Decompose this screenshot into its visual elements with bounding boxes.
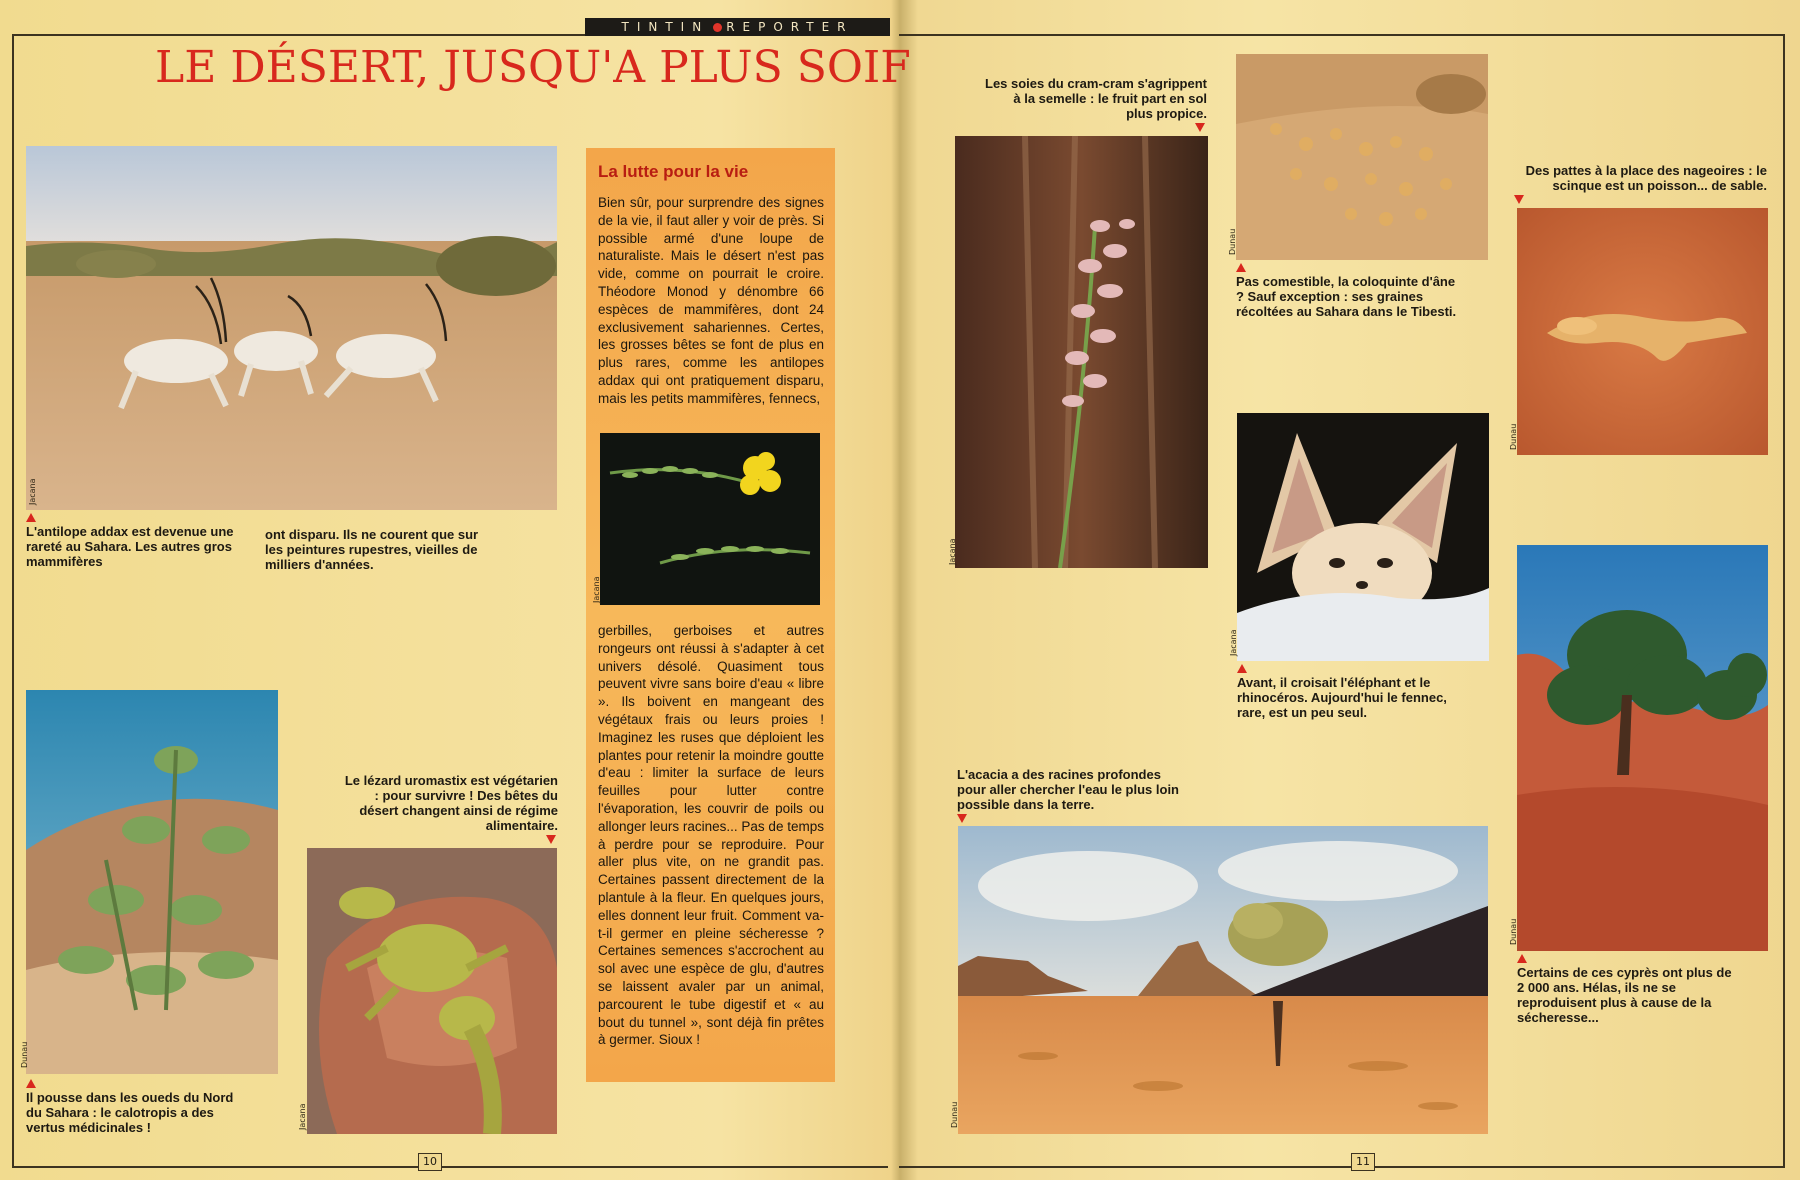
cypress-illustration	[1517, 545, 1768, 951]
page-number-left: 10	[418, 1153, 442, 1171]
lizard-illustration	[307, 848, 557, 1134]
photo-credit-coloquinte: Dunau	[1228, 228, 1237, 255]
caption-addax-part2: ont disparu. Ils ne courent que sur les peintures rupestres, vieilles de milliers d'années.	[265, 527, 479, 572]
sidebar-title: La lutte pour la vie	[598, 162, 749, 181]
scinque-illustration	[1517, 208, 1768, 455]
acacia-illustration	[958, 826, 1488, 1134]
photo-credit-cypress: Dunau	[1509, 918, 1518, 945]
sidebar-text-top: Bien sûr, pour surprendre des signes de la vie, il faut aller y voir de près. Si possible armé d'une loupe de naturaliste. Mais le désert n'est pas vide, comme on pourrait le croire. Théodore Monod y dénombre 66 espèces de mammifères, dont 24 exclusivement sahariennes. Certes, les grosses bêtes se font de plus en plus rares, comme les antilopes addax qui ont pratiquement disparu, mais les petits mammifères, fennecs,	[598, 195, 824, 406]
photo-scinque-sand-fish	[1517, 208, 1768, 455]
header-right-text: REPORTER	[726, 20, 854, 34]
calotropis-illustration	[26, 690, 278, 1074]
caption-addax-part1: L'antilope addax est devenue une rareté au Sahara. Les autres gros mammifères	[26, 513, 236, 569]
photo-calotropis-plant	[26, 690, 278, 1074]
triangle-pointer-icon	[1517, 954, 1527, 963]
triangle-pointer-icon	[26, 1079, 36, 1088]
photo-credit-calotropis: Dunau	[20, 1041, 29, 1068]
caption-calotropis: Il pousse dans les oueds du Nord du Sahara : le calotropis a des vertus médicinales !	[26, 1079, 246, 1135]
photo-acacia-landscape	[958, 826, 1488, 1134]
photo-credit-acacia: Dunau	[950, 1101, 959, 1128]
photo-credit-scinque: Dunau	[1509, 423, 1518, 450]
magazine-header	[585, 18, 890, 36]
caption-fennec: Avant, il croisait l'éléphant et le rhinocéros. Aujourd'hui le fennec, rare, est un peu seul.	[1237, 664, 1477, 720]
photo-fennec-fox	[1237, 413, 1489, 661]
sidebar-text-bottom: gerbilles, gerboises et autres rongeurs ont réussi à s'adapter à cet univers désolé. Quasiment tous peuvent vivre sans boire d'eau « libre ». Ils boivent en mangeant des végétaux frais ou leurs proies ! Imaginez les ruses que déploient les plantes pour retenir la moindre goutte d'eau : limiter la surface de leurs feuilles pour lutter contre l'évaporation, les couvrir de poils ou allonger leurs racines... Pas de temps à perdre pour se reproduire. Pour aller plus vite, on ne grandit pas. Certaines passent directement de la plantule à la fleur. En quelques jours, elles donnent leur fruit. Comment va-t-il germer en pleine sécheresse ? Certaines semences s'accrochent au sol avec une espèce de glu, d'autres se laissent avaler par un animal, parcourent le tube digestif et « au bout du tunnel », sont déjà fin prêtes à germer. Sioux !	[598, 623, 824, 1048]
page-title: LE DÉSERT, JUSQU'A PLUS SOIF	[155, 42, 911, 93]
caption-acacia: L'acacia a des racines profondes pour aller chercher l'eau le plus loin possible dans la terre.	[957, 767, 1189, 823]
addax-illustration	[26, 146, 557, 510]
triangle-pointer-icon	[1236, 263, 1246, 272]
photo-flower-leaves	[600, 433, 820, 605]
triangle-pointer-icon	[1195, 123, 1205, 132]
photo-uromastix-lizard	[307, 848, 557, 1134]
cram-cram-illustration	[955, 136, 1208, 568]
page-number-right: 11	[1351, 1153, 1375, 1171]
photo-credit-flower: Jacana	[592, 576, 601, 603]
triangle-pointer-icon	[1514, 195, 1524, 204]
photo-credit-fennec: Jacana	[1229, 629, 1238, 656]
photo-cram-cram-grass	[955, 136, 1208, 568]
coloquinte-illustration	[1236, 54, 1488, 260]
caption-coloquinte: Pas comestible, la coloquinte d'âne ? Sauf exception : ses graines récoltées au Sahara dans le Tibesti.	[1236, 263, 1466, 319]
triangle-pointer-icon	[1237, 664, 1247, 673]
triangle-pointer-icon	[546, 835, 556, 844]
triangle-pointer-icon	[957, 814, 967, 823]
caption-cram-cram: Les soies du cram-cram s'agrippent à la semelle : le fruit part en sol plus propice.	[985, 76, 1207, 132]
photo-credit-addax: Jacana	[28, 478, 37, 505]
header-dot-icon	[713, 23, 722, 32]
photo-addax-antelopes	[26, 146, 557, 510]
flower-illustration	[600, 433, 820, 605]
photo-cypress-tree	[1517, 545, 1768, 951]
caption-lizard: Le lézard uromastix est végétarien : pour survivre ! Des bêtes du désert changent ainsi de régime alimentaire.	[338, 773, 558, 844]
photo-credit-cram-cram: Jacana	[948, 538, 957, 565]
caption-scinque: Des pattes à la place des nageoires : le scinque est un poisson... de sable.	[1525, 163, 1767, 193]
caption-cypress: Certains de ces cyprès ont plus de 2 000 ans. Hélas, ils ne se reproduisent plus à cause de la sécheresse...	[1517, 954, 1737, 1025]
photo-coloquinte-fruits	[1236, 54, 1488, 260]
sidebar-la-lutte-pour-la-vie	[586, 148, 835, 1082]
fennec-illustration	[1237, 413, 1489, 661]
photo-credit-lizard: Jacana	[298, 1103, 307, 1130]
header-left-text: TINTIN	[621, 20, 710, 34]
triangle-pointer-icon	[26, 513, 36, 522]
